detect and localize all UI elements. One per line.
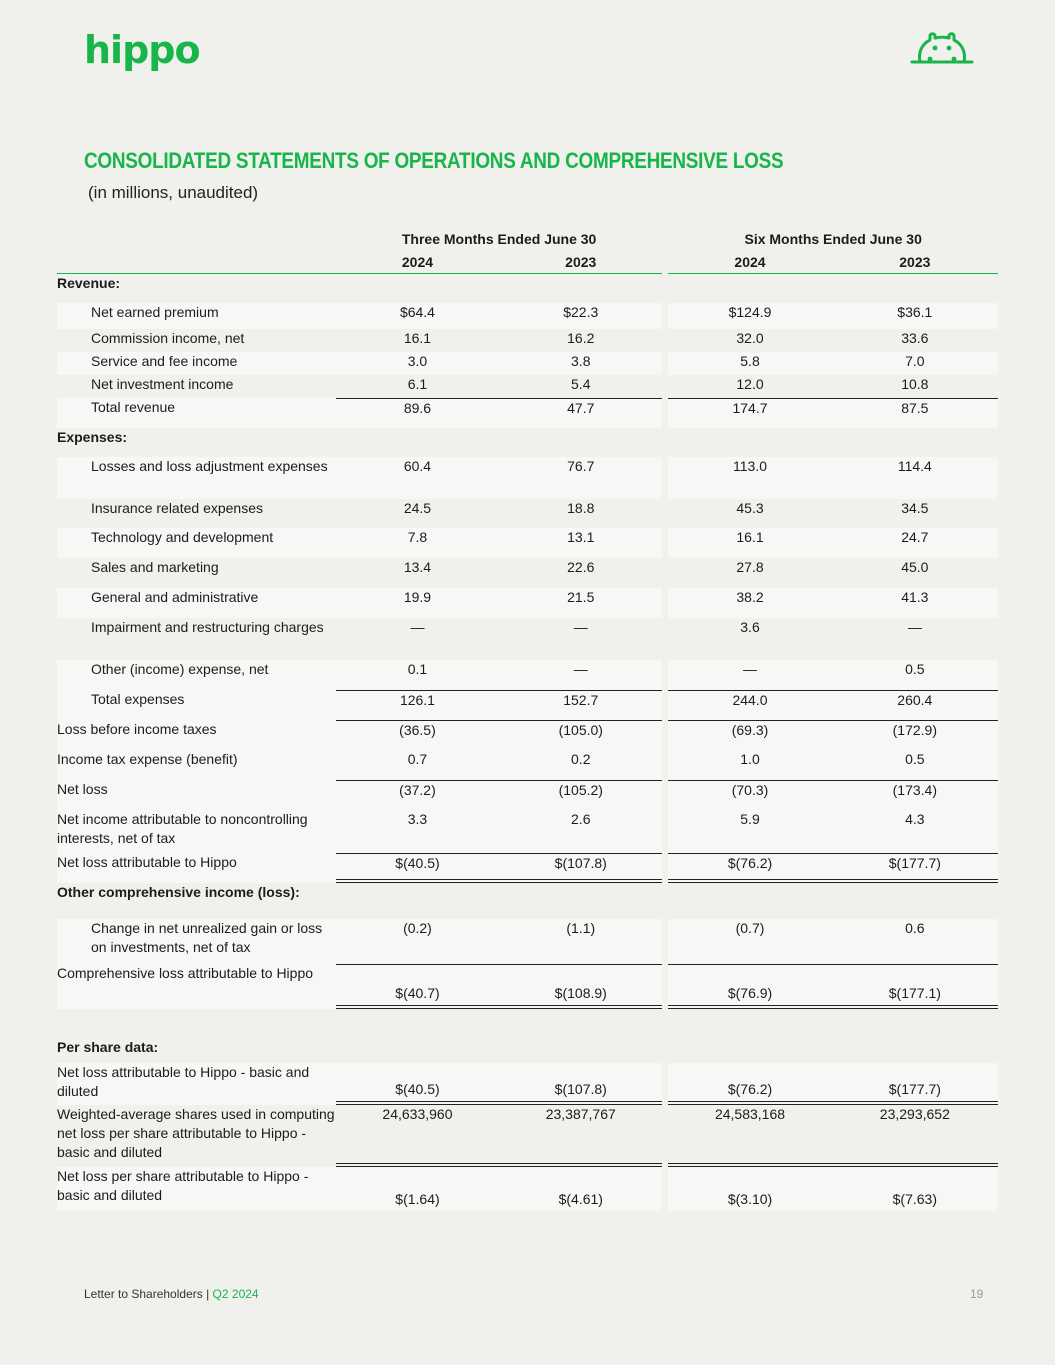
row-value: 7.8 [336,528,499,558]
row-label: Total revenue [57,398,336,428]
row-value: (105.2) [499,780,662,810]
row-value: 13.1 [499,528,662,558]
row-value: 3.0 [336,352,499,375]
row-value [668,883,831,919]
row-value: 41.3 [832,588,998,618]
hippo-mascot-icon [908,30,976,66]
row-value [499,428,662,457]
row-label: General and administrative [57,588,336,618]
row-value: 244.0 [668,690,831,720]
row-value: $64.4 [336,303,499,329]
row-value: (0.7) [668,919,831,964]
row-value: $(40.7) [336,964,499,1009]
row-value: $(76.2) [668,1063,831,1105]
row-value: — [832,618,998,660]
row-value [336,428,499,457]
row-value: 3.8 [499,352,662,375]
row-value: — [499,660,662,690]
row-value: 19.9 [336,588,499,618]
row-value [499,1009,662,1063]
row-value: 5.9 [668,810,831,853]
row-value: (1.1) [499,919,662,964]
row-label: Change in net unrealized gain or loss on investments, net of tax [57,919,336,964]
row-value: (0.2) [336,919,499,964]
row-value: 21.5 [499,588,662,618]
row-value: 24.7 [832,528,998,558]
row-label: Total expenses [57,690,336,720]
row-value: 23,387,767 [499,1105,662,1167]
table-row [57,303,998,329]
row-value [832,428,998,457]
page-subtitle: (in millions, unaudited) [88,183,259,202]
row-label: Income tax expense (benefit) [57,750,336,780]
hippo-logo: hippo [84,28,200,72]
row-value: 7.0 [832,352,998,375]
row-value: 27.8 [668,558,831,588]
row-value: $(177.1) [832,964,998,1009]
table-row [57,690,998,720]
row-value: 34.5 [832,499,998,528]
row-value: $22.3 [499,303,662,329]
page-number: 19 [970,1287,984,1301]
table-row [57,853,998,883]
row-label: Per share data: [57,1009,336,1063]
row-value: 38.2 [668,588,831,618]
row-value: $(107.8) [499,1063,662,1105]
row-value: 113.0 [668,457,831,499]
row-value: 24,583,168 [668,1105,831,1167]
table-row [57,1105,998,1167]
row-value [668,428,831,457]
row-label: Loss before income taxes [57,720,336,750]
table-row [57,660,998,690]
row-value: 114.4 [832,457,998,499]
table-row [57,720,998,750]
row-value: 76.7 [499,457,662,499]
row-value [336,883,499,919]
row-value: 0.2 [499,750,662,780]
row-value: 24.5 [336,499,499,528]
row-value: (69.3) [668,720,831,750]
row-label: Commission income, net [57,329,336,352]
row-value: $(76.9) [668,964,831,1009]
row-value: 1.0 [668,750,831,780]
row-value: 87.5 [832,398,998,428]
row-value: 260.4 [832,690,998,720]
row-label: Net loss attributable to Hippo [57,853,336,883]
row-value: 13.4 [336,558,499,588]
row-value: 6.1 [336,375,499,398]
header-three-months: Three Months Ended June 30 [401,231,597,247]
row-value: (173.4) [832,780,998,810]
footer-quarter: Q2 2024 [212,1287,259,1301]
row-value: $36.1 [832,303,998,329]
row-value: $(108.9) [499,964,662,1009]
row-label: Impairment and restructuring charges [57,618,336,660]
table-row [57,810,998,853]
row-label: Net income attributable to noncontrolling interests, net of tax [57,810,336,853]
row-value: 32.0 [668,329,831,352]
header-blank [57,227,336,251]
row-value [832,274,998,303]
row-label: Comprehensive loss attributable to Hippo [57,964,336,1009]
table-row [57,919,998,964]
header-year: 2024 [336,251,499,274]
table-row [57,398,998,428]
row-value: 0.5 [832,750,998,780]
row-value: $(177.7) [832,1063,998,1105]
row-label: Net earned premium [57,303,336,329]
row-value: (172.9) [832,720,998,750]
table-row [57,618,998,660]
table-row [57,329,998,352]
row-value: $124.9 [668,303,831,329]
row-value: 152.7 [499,690,662,720]
table-row [57,558,998,588]
row-label: Service and fee income [57,352,336,375]
row-value [832,883,998,919]
row-value: 16.1 [668,528,831,558]
table-row [57,1167,998,1211]
row-value: $(4.61) [499,1167,662,1211]
header-six-months: Six Months Ended June 30 [744,231,922,247]
section-header-row [57,883,998,919]
row-value: 45.0 [832,558,998,588]
row-value: 18.8 [499,499,662,528]
row-value: 126.1 [336,690,499,720]
row-value: (70.3) [668,780,831,810]
row-value: 0.6 [832,919,998,964]
row-value: 4.3 [832,810,998,853]
row-value: 3.3 [336,810,499,853]
row-value: $(7.63) [832,1167,998,1211]
row-value [499,883,662,919]
row-value: 12.0 [668,375,831,398]
row-value [336,1009,499,1063]
row-value [668,1009,831,1063]
row-label: Net loss per share attributable to Hippo - basic and diluted [57,1167,336,1211]
row-value: 174.7 [668,398,831,428]
row-value [499,274,662,303]
row-label: Sales and marketing [57,558,336,588]
table-row [57,352,998,375]
row-value: 89.6 [336,398,499,428]
row-value: 60.4 [336,457,499,499]
row-value: 16.1 [336,329,499,352]
row-value: — [668,660,831,690]
row-value: $(1.64) [336,1167,499,1211]
section-header-row [57,428,998,457]
row-value: 10.8 [832,375,998,398]
row-value: 5.8 [668,352,831,375]
row-label: Net investment income [57,375,336,398]
row-value: 24,633,960 [336,1105,499,1167]
row-value: $(3.10) [668,1167,831,1211]
footer-text: Letter to Shareholders | [84,1287,210,1301]
row-value: 3.6 [668,618,831,660]
table-row [57,780,998,810]
row-label: Losses and loss adjustment expenses [57,457,336,499]
header-year: 2024 [668,251,831,274]
row-label: Net loss attributable to Hippo - basic and diluted [57,1063,336,1105]
row-label: Other comprehensive income (loss): [57,883,336,919]
table-row [57,457,998,499]
row-label: Insurance related expenses [57,499,336,528]
row-value: 5.4 [499,375,662,398]
row-value: (37.2) [336,780,499,810]
row-label: Revenue: [57,274,336,303]
row-value: 47.7 [499,398,662,428]
row-value: — [499,618,662,660]
row-value: 0.5 [832,660,998,690]
section-header-row [57,1009,998,1063]
footer [84,1287,259,1301]
row-value: 23,293,652 [832,1105,998,1167]
row-value: $(177.7) [832,853,998,883]
header-year: 2023 [499,251,662,274]
row-value: $(40.5) [336,1063,499,1105]
table-row [57,750,998,780]
row-value: — [336,618,499,660]
table-row [57,1063,998,1105]
row-value: 33.6 [832,329,998,352]
row-value: $(40.5) [336,853,499,883]
table-row [57,499,998,528]
row-value: 16.2 [499,329,662,352]
row-label: Other (income) expense, net [57,660,336,690]
operations-statement-table [57,227,998,1211]
table-row [57,375,998,398]
row-label: Net loss [57,780,336,810]
table-row [57,964,998,1009]
row-value: (36.5) [336,720,499,750]
table-row [57,528,998,558]
row-label: Weighted-average shares used in computing net loss per share attributable to Hippo - basic and diluted [57,1105,336,1167]
row-label: Technology and development [57,528,336,558]
row-value: $(76.2) [668,853,831,883]
table-row [57,588,998,618]
row-value: (105.0) [499,720,662,750]
row-value: 2.6 [499,810,662,853]
row-value: $(107.8) [499,853,662,883]
page-title: CONSOLIDATED STATEMENTS OF OPERATIONS AND COMPREHENSIVE LOSS [84,148,784,173]
row-value: 0.1 [336,660,499,690]
row-value [336,274,499,303]
row-value [832,1009,998,1063]
header-year: 2023 [832,251,998,274]
row-value [668,274,831,303]
section-header-row [57,274,998,303]
row-label: Expenses: [57,428,336,457]
row-value: 45.3 [668,499,831,528]
row-value: 22.6 [499,558,662,588]
row-value: 0.7 [336,750,499,780]
